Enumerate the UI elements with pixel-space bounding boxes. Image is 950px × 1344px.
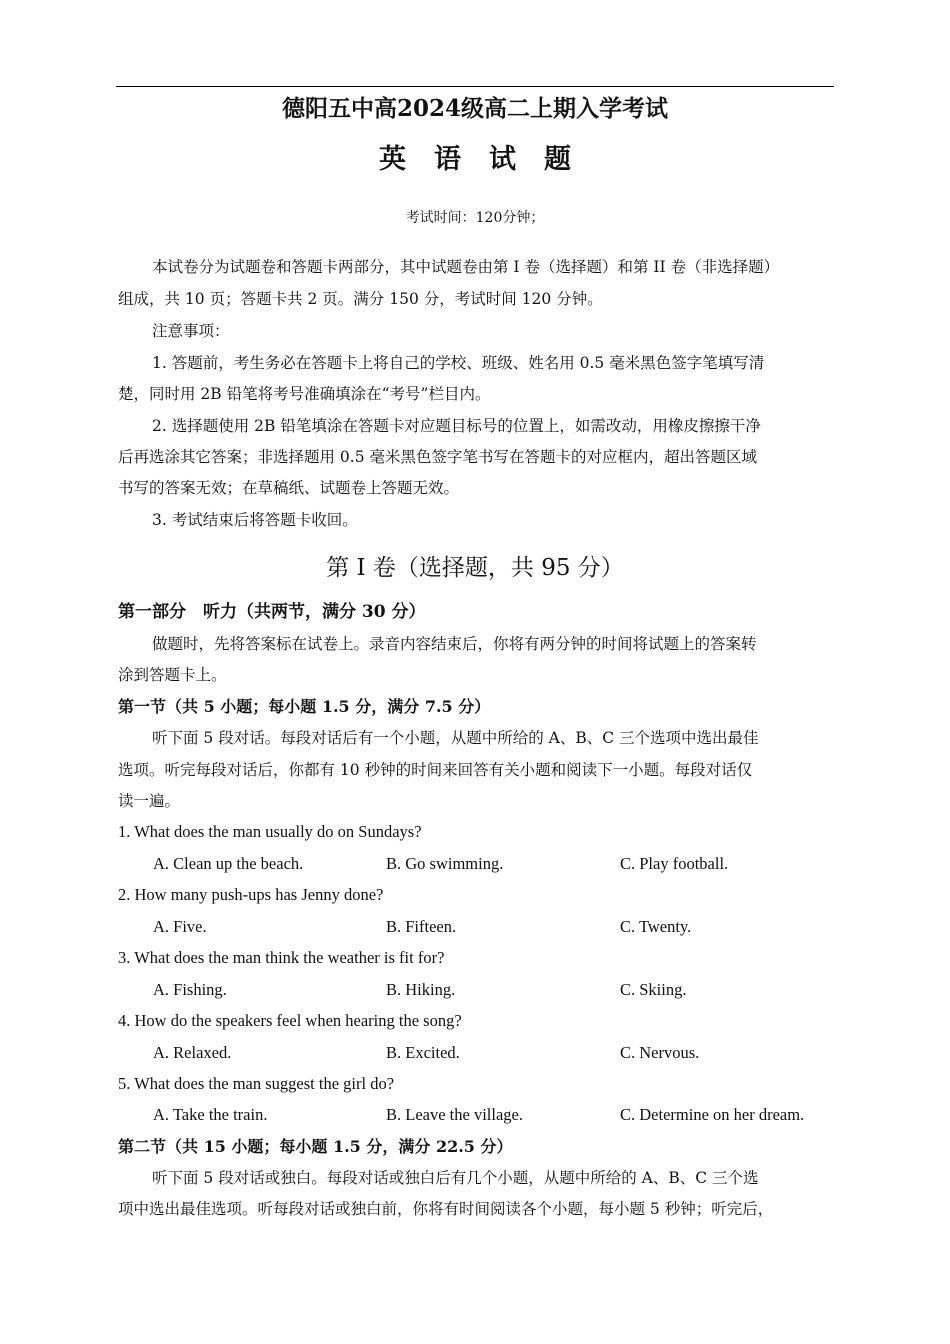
subject-title: 英语试题 [379,144,599,175]
section-desc: 听下面 5 段对话。每段对话后有一个小题，从题中所给的 A、B、C 三个选项中选出最佳 [152,729,759,747]
option-c: C. Skiing. [620,980,687,999]
notice-item: 楚，同时用 2B 铅笔将考号准确填涂在“考号”栏目内。 [118,385,491,403]
option-a: A. Relaxed. [153,1043,232,1062]
part-desc: 涂到答题卡上。 [118,666,227,684]
question-stem: 1. What does the man usually do on Sundays? [118,822,422,841]
section-desc: 读一遍。 [118,792,181,810]
header-rule [116,86,834,87]
option-a: A. Take the train. [153,1105,268,1124]
notice-item: 3. 考试结束后将答题卡收回。 [152,511,358,529]
section-desc: 听下面 5 段对话或独白。每段对话或独白后有几个小题，从题中所给的 A、B、C 三个选 [152,1169,759,1187]
section-heading: 第一节（共 5 小题；每小题 1.5 分，满分 7.5 分） [118,697,491,716]
exam-title: 德阳五中高2024级高二上期入学考试 [281,95,668,122]
notice-label: 注意事项： [152,322,230,340]
notice-item: 1. 答题前，考生务必在答题卡上将自己的学校、班级、姓名用 0.5 毫米黑色签字笔填写清 [152,354,765,372]
option-c: C. Play football. [620,854,729,873]
notice-item: 2. 选择题使用 2B 铅笔填涂在答题卡对应题目标号的位置上，如需改动，用橡皮擦擦干净 [152,417,761,435]
question-stem: 2. How many push-ups has Jenny done? [118,885,384,904]
option-a: A. Five. [153,917,207,936]
intro-line: 本试卷分为试题卷和答题卡两部分，其中试题卷由第 I 卷（选择题）和第 II 卷（非选择题） [152,258,780,276]
option-c: C. Determine on her dream. [620,1105,805,1124]
volume-title: 第 I 卷（选择题，共 95 分） [326,555,624,581]
notice-item: 书写的答案无效；在草稿纸、试题卷上答题无效。 [118,479,460,497]
option-c: C. Twenty. [620,917,692,936]
notice-item: 后再选涂其它答案；非选择题用 0.5 毫米黑色签字笔书写在答题卡的对应框内，超出答题区域 [118,448,758,466]
question-stem: 5. What does the man suggest the girl do? [118,1074,395,1093]
option-a: A. Fishing. [153,980,227,999]
section-heading: 第二节（共 15 小题；每小题 1.5 分，满分 22.5 分） [118,1137,513,1156]
option-b: B. Leave the village. [386,1105,523,1124]
question-stem: 3. What does the man think the weather is fit for? [118,948,445,967]
option-b: B. Fifteen. [386,917,457,936]
option-b: B. Excited. [386,1043,460,1062]
exam-time: 考试时间：120分钟； [405,210,545,226]
option-b: B. Go swimming. [386,854,504,873]
section-desc: 项中选出最佳选项。听每段对话或独白前，你将有时间阅读各个小题，每小题 5 秒钟；听完后， [118,1200,774,1218]
option-a: A. Clean up the beach. [153,854,304,873]
section-desc: 选项。听完每段对话后，你都有 10 秒钟的时间来回答有关小题和阅读下一小题。每段对话仅 [118,761,753,779]
part-title: 第一部分 听力（共两节，满分 30 分） [118,602,426,622]
option-c: C. Nervous. [620,1043,700,1062]
intro-line: 组成，共 10 页；答题卡共 2 页。满分 150 分，考试时间 120 分钟。 [118,290,603,308]
option-b: B. Hiking. [386,980,456,999]
part-desc: 做题时，先将答案标在试卷上。录音内容结束后，你将有两分钟的时间将试题上的答案转 [152,635,757,653]
question-stem: 4. How do the speakers feel when hearing the song? [118,1011,462,1030]
